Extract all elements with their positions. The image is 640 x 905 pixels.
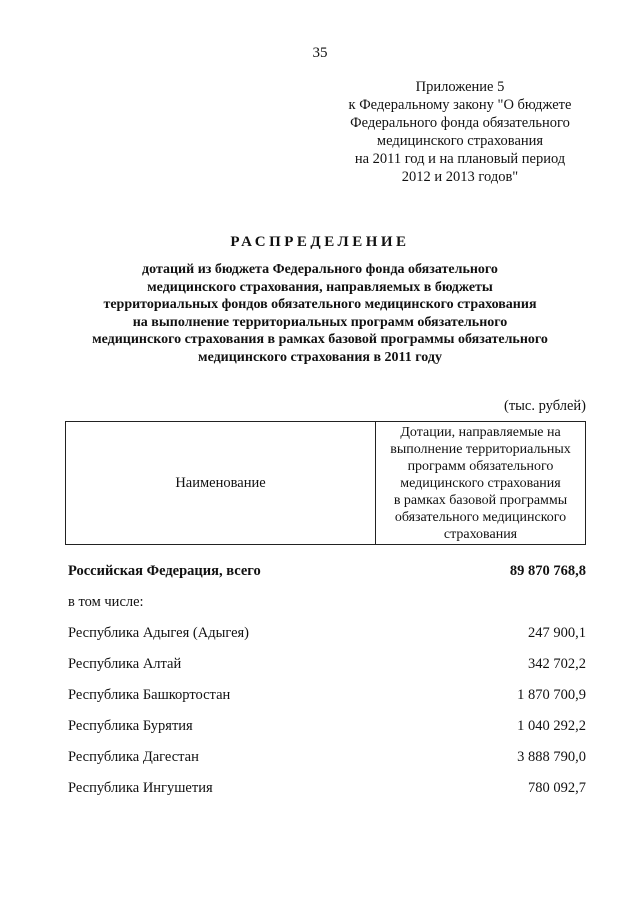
row-name: Российская Федерация, всего (68, 563, 261, 579)
appendix-line: 2012 и 2013 годов" (401, 169, 519, 185)
including-label-row (68, 594, 586, 625)
document-title: РАСПРЕДЕЛЕНИЕ (230, 234, 410, 250)
page-number: 35 (312, 45, 328, 61)
row-name: Республика Адыгея (Адыгея) (68, 625, 250, 641)
header-name-cell (66, 422, 376, 544)
appendix-line: Приложение 5 (415, 79, 505, 95)
table-row (68, 656, 586, 687)
row-value: 3 888 790,0 (517, 749, 586, 765)
table-row (68, 625, 586, 656)
header-value-line: программ обязательного (407, 459, 554, 474)
table-row (68, 687, 586, 718)
row-value: 247 900,1 (528, 625, 586, 641)
subtitle-line: территориальных фондов обязательного медицинского страхования (103, 297, 537, 312)
header-value-line: в рамках базовой программы (393, 493, 568, 508)
row-value: 1 040 292,2 (517, 718, 586, 734)
table-row-total (68, 563, 586, 594)
header-value-line: медицинского страхования (400, 476, 561, 491)
appendix-line: медицинского страхования (376, 133, 544, 149)
row-name: Республика Башкортостан (68, 687, 231, 703)
row-name: Республика Алтай (68, 656, 182, 672)
header-value-cell (376, 424, 585, 543)
row-name: Республика Бурятия (68, 718, 193, 734)
row-name: Республика Дагестан (68, 749, 199, 765)
row-value: 342 702,2 (528, 656, 586, 672)
subtitle-line: медицинского страхования в рамках базовой программы обязательного (92, 332, 548, 347)
header-name-label: Наименование (175, 474, 266, 491)
subtitle-line: медицинского страхования в 2011 году (198, 349, 442, 365)
subtitle-line: дотаций из бюджета Федерального фонда обязательного (142, 262, 498, 277)
row-value: 89 870 768,8 (509, 563, 586, 579)
header-value-line: Дотации, направляемые на (400, 425, 561, 440)
subtitle-line: медицинского страхования, направляемых в бюджеты (147, 279, 493, 295)
table-body (68, 563, 586, 811)
appendix-note (330, 78, 590, 186)
header-value-line: страхования (443, 527, 518, 542)
table-row (68, 749, 586, 780)
row-value: 780 092,7 (528, 780, 586, 796)
row-name: Республика Ингушетия (68, 780, 213, 796)
header-value-line: обязательного медицинского (394, 510, 567, 525)
subtitle-line: на выполнение территориальных программ обязательного (132, 314, 508, 330)
header-value-line: выполнение территориальных (390, 442, 571, 457)
appendix-line: Федерального фонда обязательного (350, 115, 570, 131)
units-label: (тыс. рублей) (504, 398, 586, 414)
appendix-line: на 2011 год и на плановый период (354, 151, 566, 167)
appendix-line: к Федеральному закону "О бюджете (348, 97, 572, 113)
table-header (65, 421, 586, 545)
table-row (68, 718, 586, 749)
document-subtitle (60, 261, 580, 366)
row-value: 1 870 700,9 (517, 687, 586, 703)
table-row (68, 780, 586, 811)
including-label: в том числе: (68, 594, 144, 610)
